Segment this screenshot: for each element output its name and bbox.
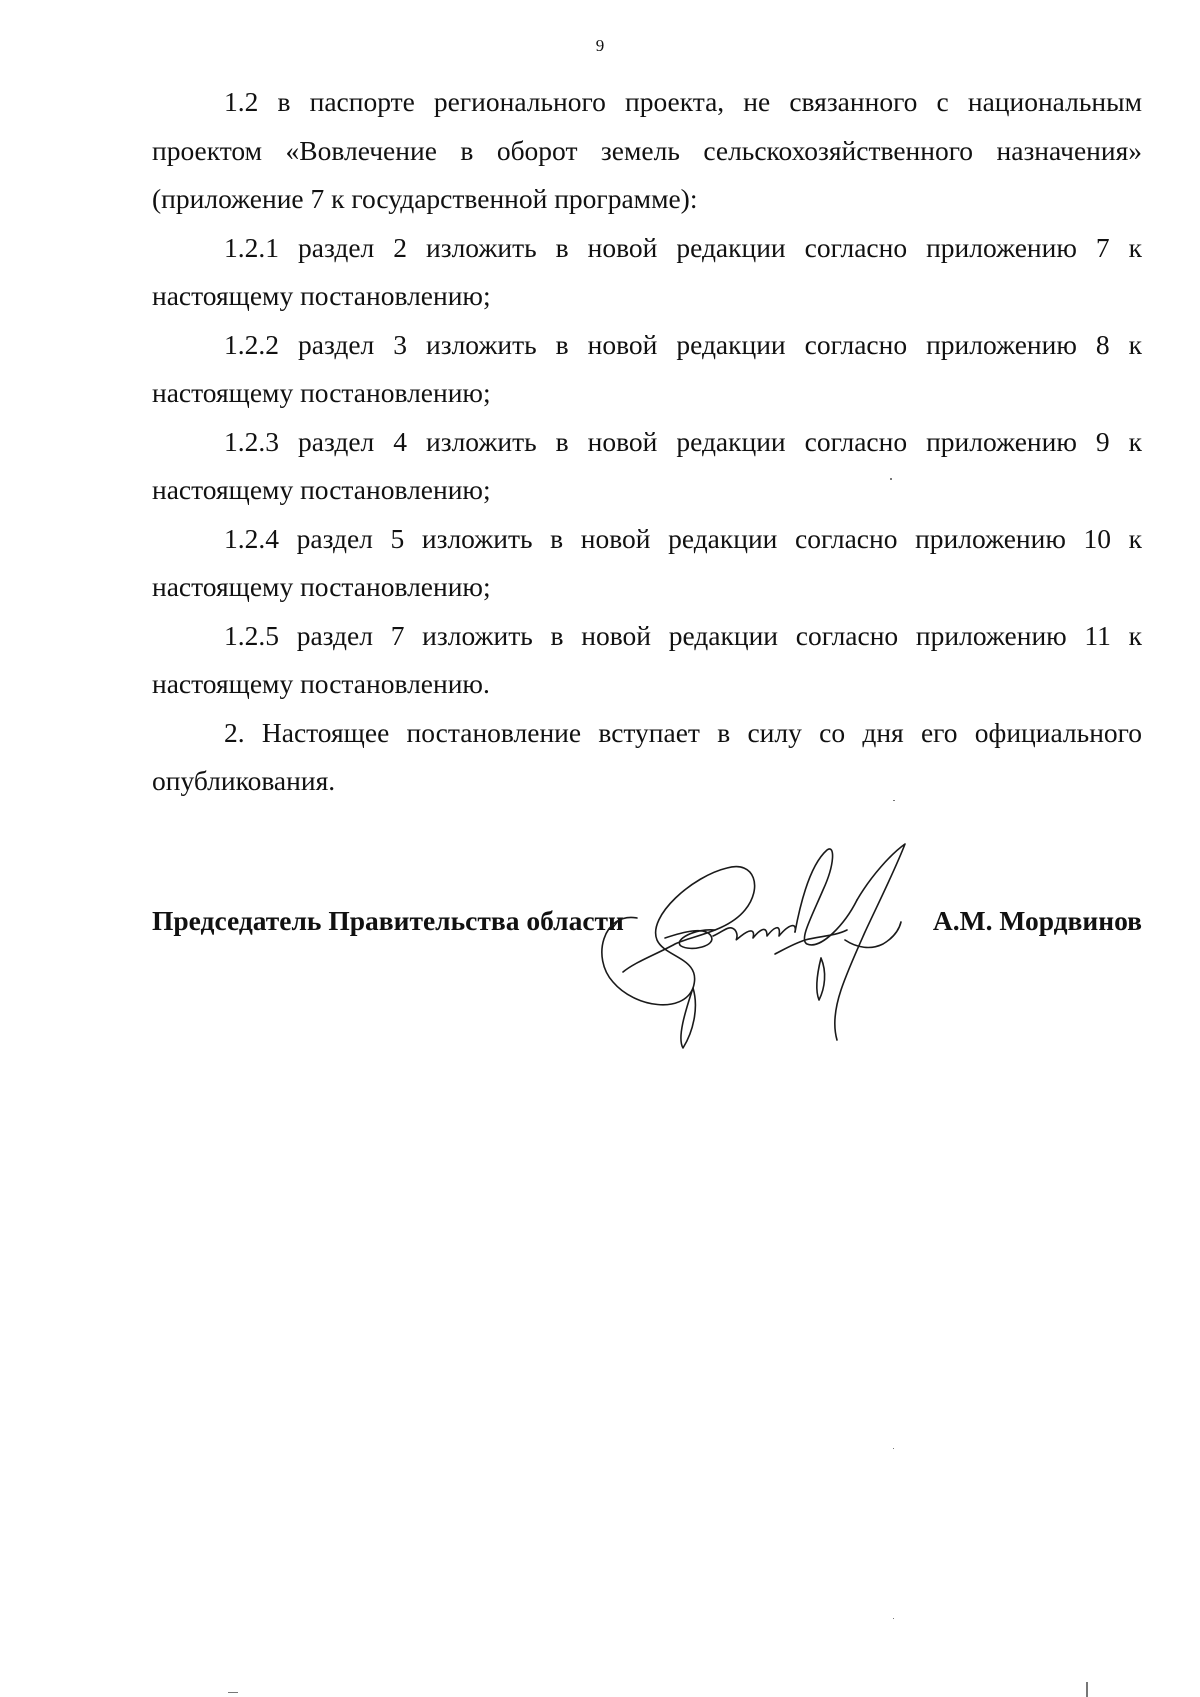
paragraph-1-2-3: 1.2.3 раздел 4 изложить в новой редакции согласно приложению 9 к настоящему постановлению; <box>152 425 1142 505</box>
paragraph-1-2-4: 1.2.4 раздел 5 изложить в новой редакции согласно приложению 10 к настоящему постановлению; <box>152 522 1142 602</box>
paragraph-1-2: 1.2 в паспорте регионального проекта, не связанного с национальным проектом «Вовлечение в оборот земель сельскохозяйственного назначения» (приложение 7 к государственной программе): <box>152 86 1142 214</box>
scan-artifact-dot <box>893 1448 894 1449</box>
scan-artifact-dash <box>228 1692 238 1693</box>
paragraph-1-2-2: 1.2.2 раздел 3 изложить в новой редакции согласно приложению 8 к настоящему постановлению; <box>152 328 1142 408</box>
scan-artifact-dot <box>890 478 892 480</box>
page-number: 9 <box>595 36 605 55</box>
scan-artifact-dot <box>893 1618 894 1619</box>
handwritten-signature <box>595 840 925 1055</box>
paragraph-2: 2. Настоящее постановление вступает в силу со дня его официального опубликования. <box>152 716 1142 796</box>
scan-artifact-dot <box>893 800 895 801</box>
scan-artifact-line <box>1086 1682 1088 1697</box>
signer-title: Председатель Правительства области <box>152 905 624 936</box>
paragraph-1-2-1: 1.2.1 раздел 2 изложить в новой редакции согласно приложению 7 к настоящему постановлению; <box>152 231 1142 311</box>
document-body <box>152 78 1142 806</box>
signer-name: А.М. Мордвинов <box>932 905 1142 936</box>
paragraph-1-2-5: 1.2.5 раздел 7 изложить в новой редакции согласно приложению 11 к настоящему постановлению. <box>152 619 1142 699</box>
